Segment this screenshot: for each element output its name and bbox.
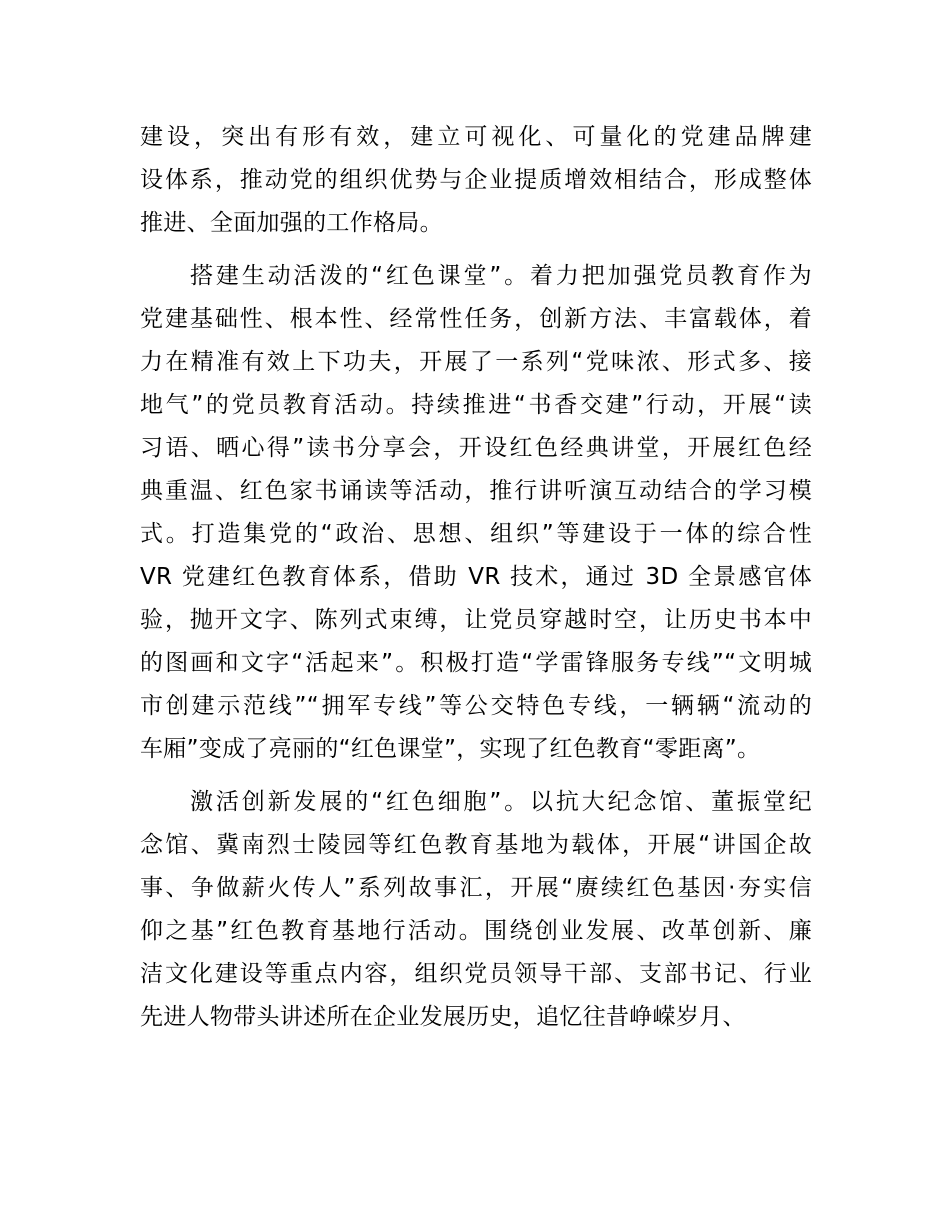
document-body (140, 116, 812, 1049)
text-line: 车厢”变成了亮丽的“红色课堂”，实现了红色教育“零距离”。 (140, 736, 761, 762)
paragraph-2 (140, 255, 812, 771)
text-line: 仰之基”红色教育基地行活动。围绕创业发展、改革创新、廉 (140, 918, 812, 944)
text-line: 典重温、红色家书诵读等活动，推行讲听演互动结合的学习模 (140, 478, 812, 504)
text-line: 力在精准有效上下功夫，开展了一系列“党味浓、形式多、接 (140, 349, 812, 375)
text-line: VR 党建红色教育体系，借助 VR 技术，通过 3D 全景感官体 (140, 564, 812, 590)
text-line: 建设，突出有形有效，建立可视化、可量化的党建品牌建 (140, 124, 812, 150)
text-line: 先进人物带头讲述所在企业发展历史，追忆往昔峥嵘岁月、 (140, 1004, 746, 1030)
text-line: 事、争做薪火传人”系列故事汇，开展“赓续红色基因·夯实信 (140, 875, 812, 901)
paragraph-1 (140, 116, 812, 245)
text-line: 式。打造集党的“政治、思想、组织”等建设于一体的综合性 (140, 521, 812, 547)
text-line: 念馆、冀南烈士陵园等红色教育基地为载体，开展“讲国企故 (140, 832, 812, 858)
text-line: 市创建示范线”“拥军专线”等公交特色专线，一辆辆“流动的 (140, 693, 812, 719)
text-line: 激活创新发展的“红色细胞”。以抗大纪念馆、董振堂纪 (190, 789, 812, 815)
text-line: 搭建生动活泼的“红色课堂”。着力把加强党员教育作为 (190, 263, 812, 289)
text-line: 习语、晒心得”读书分享会，开设红色经典讲堂，开展红色经 (140, 435, 812, 461)
text-line: 验，抛开文字、陈列式束缚，让党员穿越时空，让历史书本中 (140, 607, 812, 633)
paragraph-3 (140, 781, 812, 1039)
text-line: 设体系，推动党的组织优势与企业提质增效相结合，形成整体 (140, 167, 812, 193)
text-line: 地气”的党员教育活动。持续推进“书香交建”行动，开展“读 (140, 392, 812, 418)
text-line: 党建基础性、根本性、经常性任务，创新方法、丰富载体，着 (140, 306, 812, 332)
text-line: 的图画和文字“活起来”。积极打造“学雷锋服务专线”“文明城 (140, 650, 812, 676)
text-line: 洁文化建设等重点内容，组织党员领导干部、支部书记、行业 (140, 961, 812, 987)
text-line: 推进、全面加强的工作格局。 (140, 210, 443, 236)
